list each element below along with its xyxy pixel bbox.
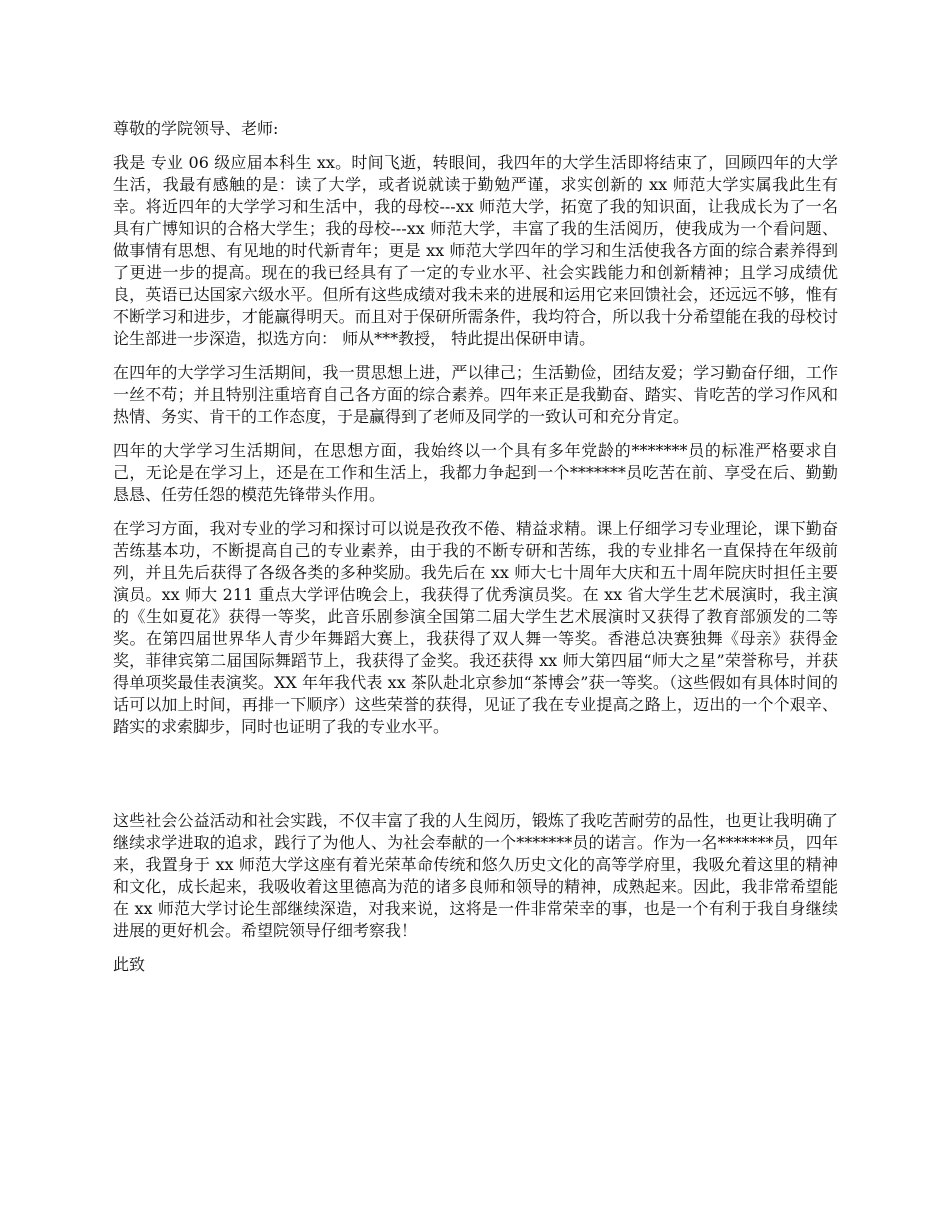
salutation: 尊敬的学院领导、老师: [113, 119, 279, 138]
paragraph-4: 在学习方面，我对专业的学习和探讨可以说是孜孜不倦、精益求精。课上仔细学习专业理论，课下勤奋苦练基本功，不断提高自己的专业素养，由于我的不断专研和苦练，我的专业排名一直保持在年级前列，并且先后获得了各级各类的多种奖励。我先后在 xx 师大七十周年大庆和五十周年院庆时担任主要演员。xx 师大 211 重点大学评估晚会上，我获得了优秀演员奖。在 xx 省大学生艺术展演时，我主演的《生如夏花》获得一等奖，此音乐剧参演全国第二届大学生艺术展演时又获得了教育部颁发的二等奖。在第四届世界华人青少年舞蹈大赛上，我获得了双人舞一等奖。香港总决赛独舞《母亲》获得金奖，菲律宾第二届国际舞蹈节上，我获得了金奖。我还获得 xx 师大第四届“师大之星”荣誉称号，并获得单项奖最佳表演奖。XX 年年我代表 xx 茶队赴北京参加“茶博会”获一等奖。（这些假如有具体时间的话可以加上时间，再排一下顺序）这些荣誉的获得，见证了我在专业提高之路上，迈出的一个个艰辛、踏实的求索脚步，同时也证明了我的专业水平。 [113, 519, 838, 736]
letter-body [113, 118, 838, 988]
closing: 此致 [113, 955, 146, 974]
paragraph-3: 四年的大学学习生活期间，在思想方面，我始终以一个具有多年党龄的*******员的标准严格要求自己，无论是在学习上，还是在工作和生活上，我都力争起到一个*******员吃苦在前、享受在后、勤勤恳恳、任劳任怨的模范先锋带头作用。 [113, 441, 838, 504]
paragraph-5: 这些社会公益活动和社会实践，不仅丰富了我的人生阅历，锻炼了我吃苦耐劳的品性，也更让我明确了继续求学进取的追求，践行了为他人、为社会奉献的一个*******员的诺言。作为一名*******员，四年来，我置身于 xx 师范大学这座有着光荣革命传统和悠久历史文化的高等学府里，我吸允着这里的精神和文化，成长起来，我吸收着这里德高为范的诸多良师和领导的精神，成熟起来。因此，我非常希望能在 xx 师范大学讨论生部继续深造，对我来说，这将是一件非常荣幸的事，也是一个有利于我自身继续进展的更好机会。希望院领导仔细考察我！ [113, 811, 838, 940]
paragraph-1: 我是 专业 06 级应届本科生 xx。时间飞逝，转眼间，我四年的大学生活即将结束了，回顾四年的大学生活，我最有感触的是：读了大学，或者说就读于勤勉严谨，求实创新的 xx 师范大学实属我此生有幸。将近四年的大学学习和生活中，我的母校---xx 师范大学，拓宽了我的知识面，让我成长为了一名具有广博知识的合格大学生；我的母校---xx 师范大学，丰富了我的生活阅历，使我成为一个看问题、做事情有思想、有见地的时代新青年；更是 xx 师范大学四年的学习和生活使我各方面的综合素养得到了更进一步的提高。现在的我已经具有了一定的专业水平、社会实践能力和创新精神；且学习成绩优良，英语已达国家六级水平。但所有这些成绩对我未来的进展和运用它来回馈社会，还远远不够，惟有不断学习和进步，才能赢得明天。而且对于保研所需条件，我均符合，所以我十分希望能在我的母校讨论生部进一步深造，拟选方向： 师从***教授， 特此提出保研申请。 [113, 153, 838, 348]
paragraph-gap [113, 750, 838, 810]
paragraph-2: 在四年的大学学习生活期间，我一贯思想上进，严以律己；生活勤俭，团结友爱；学习勤奋仔细，工作一丝不苟；并且特别注重培育自己各方面的综合素养。四年来正是我勤奋、踏实、肯吃苦的学习作风和热情、务实、肯干的工作态度，于是赢得到了老师及同学的一致认可和充分肯定。 [113, 363, 838, 426]
